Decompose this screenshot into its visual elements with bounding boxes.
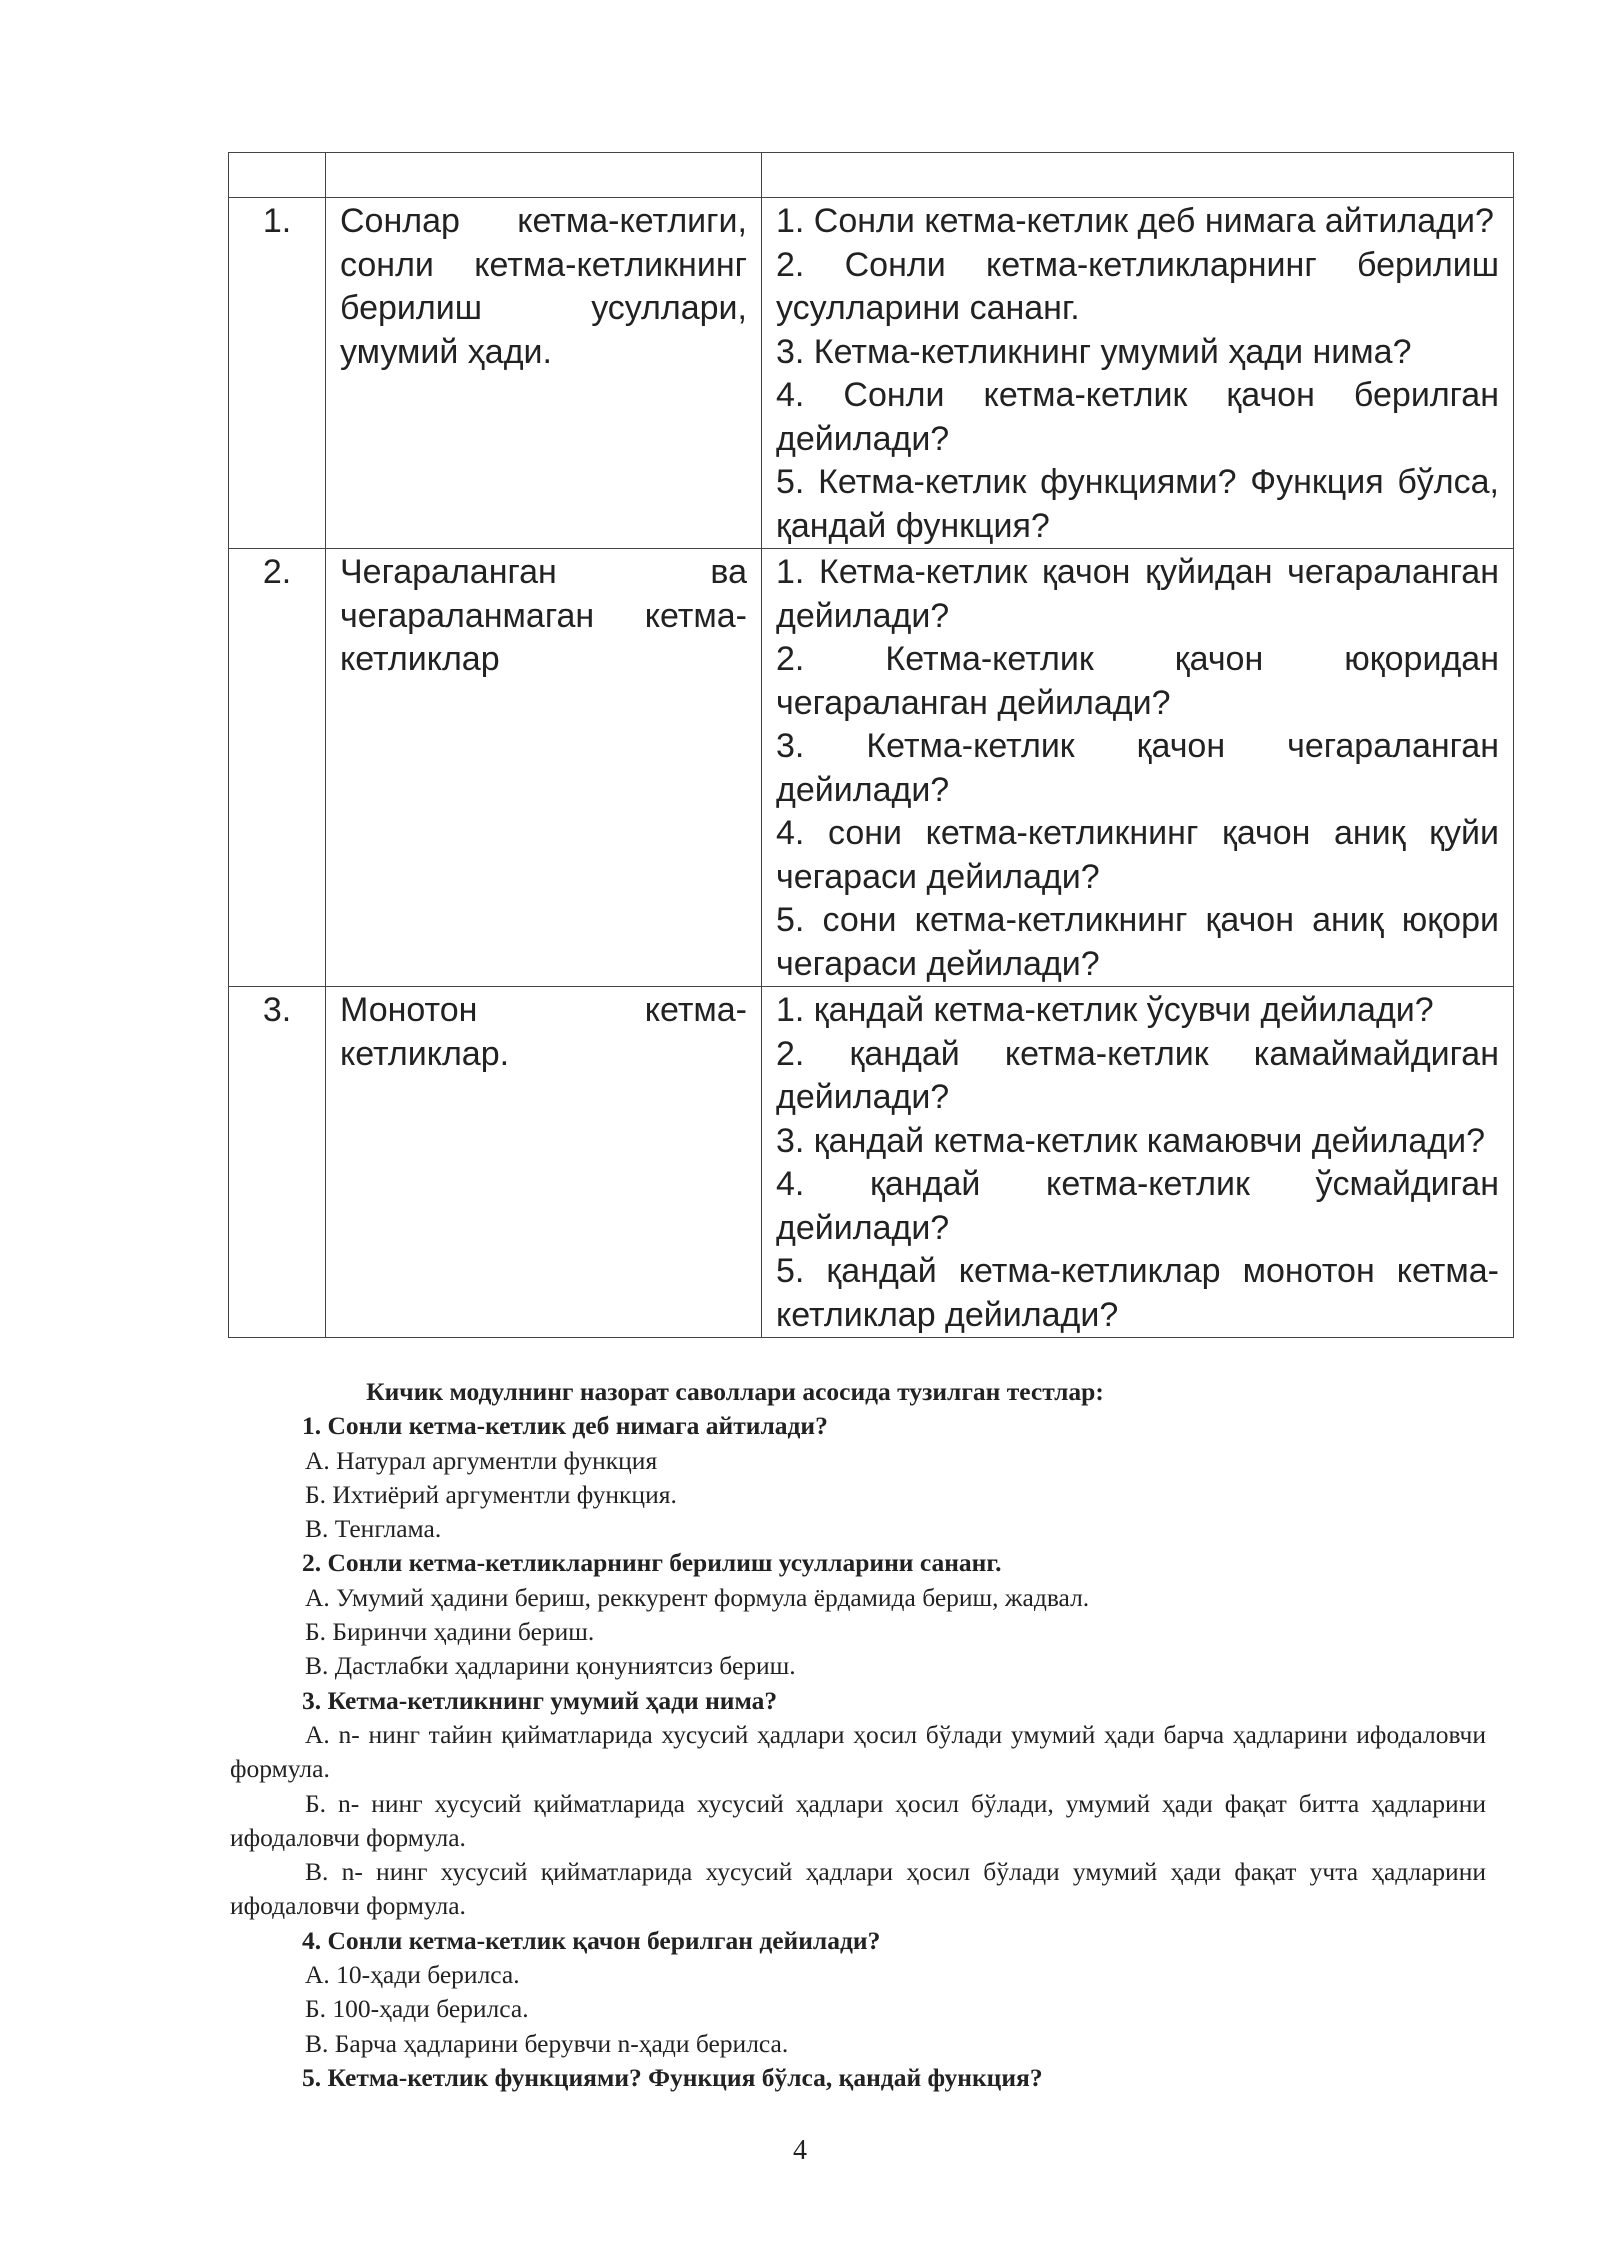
question-item: 1. Сонли кетма-кетлик деб нимага айтилади? [776, 202, 1494, 240]
table-header-row [229, 153, 1514, 198]
tests-title: Кичик модулнинг назорат саволлари асосида тузилган тестлар: [366, 1377, 1104, 1406]
table-row [229, 549, 1514, 987]
question-item: 4. Сонли кетма-кетлик қачон берилган дейилади? [776, 376, 1499, 458]
question-item: 3. қандай кетма-кетлик камаювчи дейилади? [776, 1121, 1486, 1160]
question-item: 3. Кетма-кетликнинг умумий ҳади нима? [776, 332, 1412, 371]
test-answer: А. n- нинг тайин қийматларида хусусий ҳадлари ҳосил бўлади умумий ҳади барча ҳадларини ифодаловчи формула. [230, 1719, 1486, 1784]
table-row [229, 987, 1514, 1338]
table-row [229, 198, 1514, 549]
test-answer: Б. Биринчи ҳадини бериш. [305, 1617, 595, 1647]
row-number: 1. [229, 198, 326, 549]
page-number: 4 [793, 2135, 807, 2166]
question-item: 1. қандай кетма-кетлик ўсувчи дейилади? [776, 991, 1434, 1029]
question-item: 3. Кетма-кетлик қачон чегараланган дейилади? [776, 727, 1499, 809]
row-topic: Чегараланган ва чегараланмаган кетма-кетликлар [326, 549, 762, 987]
question-item: 5. қандай кетма-кетликлар монотон кетма-кетликлар дейилади? [776, 1252, 1499, 1334]
row-number: 3. [229, 987, 326, 1338]
header-cell [326, 153, 762, 198]
question-item: 2. Сонли кетма-кетликларнинг берилиш усулларини сананг. [776, 245, 1499, 327]
header-cell [762, 153, 1514, 198]
test-answer: А. Натурал аргументли функция [305, 1445, 658, 1475]
test-answer: В. Дастлабки ҳадларини қонуниятсиз бериш. [305, 1651, 796, 1681]
row-questions [762, 198, 1514, 549]
test-answer: Б. n- нинг хусусий қийматларида хусусий ҳадлари ҳосил бўлади, умумий ҳади фақат битта ҳадларини ифодаловчи формула. [230, 1788, 1486, 1852]
test-answer: Б. 100-ҳади берилса. [305, 1994, 529, 2024]
test-answer: А. Умумий ҳадини бериш, реккурент формула ёрдамида бериш, жадвал. [305, 1582, 1090, 1612]
test-question: 1. Сонли кетма-кетлик деб нимага айтилади? [302, 1411, 828, 1441]
test-answer: В. Тенглама. [305, 1514, 442, 1544]
test-answer: Б. Ихтиёрий аргументли функция. [305, 1479, 677, 1509]
header-cell [229, 153, 326, 198]
test-question: 2. Сонли кетма-кетликларнинг берилиш усулларини сананг. [302, 1548, 1002, 1578]
test-answer: А. 10-ҳади берилса. [305, 1960, 520, 1990]
question-item: 4. қандай кетма-кетлик ўсмайдиган дейилади? [776, 1165, 1499, 1247]
questions-table [228, 152, 1514, 1338]
test-answer: В. n- нинг хусусий қийматларида хусусий ҳадлари ҳосил бўлади умумий ҳади фақат учта ҳадларини ифодаловчи формула. [230, 1857, 1486, 1921]
row-topic: Монотон кетма-кетликлар. [326, 987, 762, 1338]
row-questions [762, 549, 1514, 987]
question-item: 5. Кетма-кетлик функциями? Функция бўлса, қандай функция? [776, 463, 1499, 545]
test-question: 5. Кетма-кетлик функциями? Функция бўлса, қандай функция? [302, 2062, 1043, 2092]
question-item: 2. қандай кетма-кетлик камаймайдиган дейилади? [776, 1034, 1499, 1116]
question-item: 2. Кетма-кетлик қачон юқоридан чегараланган дейилади? [776, 640, 1499, 722]
question-item: 5. сони кетма-кетликнинг қачон аниқ юқори чегараси дейилади? [776, 901, 1499, 983]
tests-section [230, 1375, 1486, 2095]
row-questions [762, 987, 1514, 1338]
row-number: 2. [229, 549, 326, 987]
test-question: 4. Сонли кетма-кетлик қачон берилган дейилади? [302, 1925, 881, 1955]
question-item: 1. Кетма-кетлик қачон қуйидан чегараланган дейилади? [776, 553, 1499, 635]
row-topic: Сонлар кетма-кетлиги, сонли кетма-кетликнинг берилиш усуллари, умумий ҳади. [326, 198, 762, 549]
question-item: 4. сони кетма-кетликнинг қачон аниқ қуйи чегараси дейилади? [776, 814, 1499, 896]
test-answer: В. Барча ҳадларини берувчи n-ҳади берилса. [305, 2028, 789, 2058]
test-question: 3. Кетма-кетликнинг умумий ҳади нима? [302, 1685, 778, 1715]
